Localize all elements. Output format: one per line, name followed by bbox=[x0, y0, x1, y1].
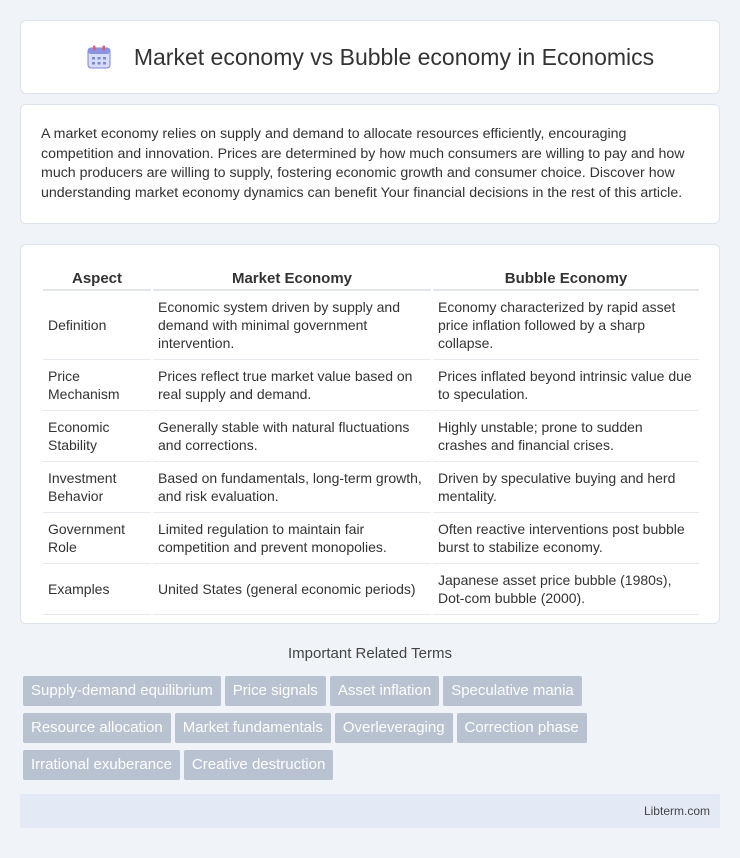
bubble-cell: Highly unstable; prone to sudden crashes and financial crises. bbox=[433, 411, 699, 462]
aspect-cell: Definition bbox=[43, 291, 151, 360]
related-term-tag[interactable]: Supply-demand equilibrium bbox=[23, 676, 221, 706]
comparison-card bbox=[20, 244, 720, 624]
aspect-cell: Examples bbox=[43, 564, 151, 615]
table-row bbox=[43, 513, 699, 564]
related-term-tag[interactable]: Creative destruction bbox=[184, 750, 333, 780]
aspect-cell: Price Mechanism bbox=[43, 360, 151, 411]
page-title: Market economy vs Bubble economy in Economics bbox=[133, 43, 655, 70]
related-terms-list bbox=[23, 676, 723, 787]
table-row bbox=[43, 462, 699, 513]
header-aspect: Aspect bbox=[43, 263, 151, 291]
related-term-tag[interactable]: Irrational exuberance bbox=[23, 750, 180, 780]
table-row bbox=[43, 564, 699, 615]
header-market-economy: Market Economy bbox=[153, 263, 431, 291]
market-cell: Prices reflect true market value based on real supply and demand. bbox=[153, 360, 431, 411]
bubble-cell: Economy characterized by rapid asset price inflation followed by a sharp collapse. bbox=[433, 291, 699, 360]
aspect-cell: Government Role bbox=[43, 513, 151, 564]
related-term-tag[interactable]: Resource allocation bbox=[23, 713, 171, 743]
table-row bbox=[43, 360, 699, 411]
aspect-cell: Economic Stability bbox=[43, 411, 151, 462]
market-cell: Generally stable with natural fluctuations and corrections. bbox=[153, 411, 431, 462]
market-cell: United States (general economic periods) bbox=[153, 564, 431, 615]
intro-card bbox=[20, 104, 720, 224]
related-term-tag[interactable]: Market fundamentals bbox=[175, 713, 331, 743]
calendar-icon bbox=[86, 44, 112, 70]
footer bbox=[20, 794, 720, 828]
aspect-cell: Investment Behavior bbox=[43, 462, 151, 513]
table-row bbox=[43, 291, 699, 360]
bubble-cell: Driven by speculative buying and herd mentality. bbox=[433, 462, 699, 513]
bubble-cell: Prices inflated beyond intrinsic value due to speculation. bbox=[433, 360, 699, 411]
market-cell: Based on fundamentals, long-term growth, and risk evaluation. bbox=[153, 462, 431, 513]
related-terms-title: Important Related Terms bbox=[288, 645, 452, 662]
related-term-tag[interactable]: Overleveraging bbox=[335, 713, 453, 743]
bubble-cell: Japanese asset price bubble (1980s), Dot-com bubble (2000). bbox=[433, 564, 699, 615]
related-term-tag[interactable]: Asset inflation bbox=[330, 676, 439, 706]
bubble-cell: Often reactive interventions post bubble burst to stabilize economy. bbox=[433, 513, 699, 564]
related-term-tag[interactable]: Speculative mania bbox=[443, 676, 582, 706]
related-term-tag[interactable]: Correction phase bbox=[457, 713, 587, 743]
market-cell: Economic system driven by supply and demand with minimal government intervention. bbox=[153, 291, 431, 360]
header-bubble-economy: Bubble Economy bbox=[433, 263, 699, 291]
footer-brand-link[interactable]: Libterm.com bbox=[643, 804, 710, 818]
table-header-row bbox=[43, 263, 699, 291]
title-card bbox=[20, 20, 720, 94]
intro-text: A market economy relies on supply and demand to allocate resources efficiently, encouraging competition and innovation. Prices are determined by how much consumers are willing to pay and how much producers are willing to supply, fostering economic growth and consumer choice. Discover how understanding market economy dynamics can benefit Your financial decisions in the rest of this article. bbox=[41, 126, 685, 201]
market-cell: Limited regulation to maintain fair competition and prevent monopolies. bbox=[153, 513, 431, 564]
related-term-tag[interactable]: Price signals bbox=[225, 676, 326, 706]
comparison-table bbox=[41, 263, 701, 615]
table-row bbox=[43, 411, 699, 462]
